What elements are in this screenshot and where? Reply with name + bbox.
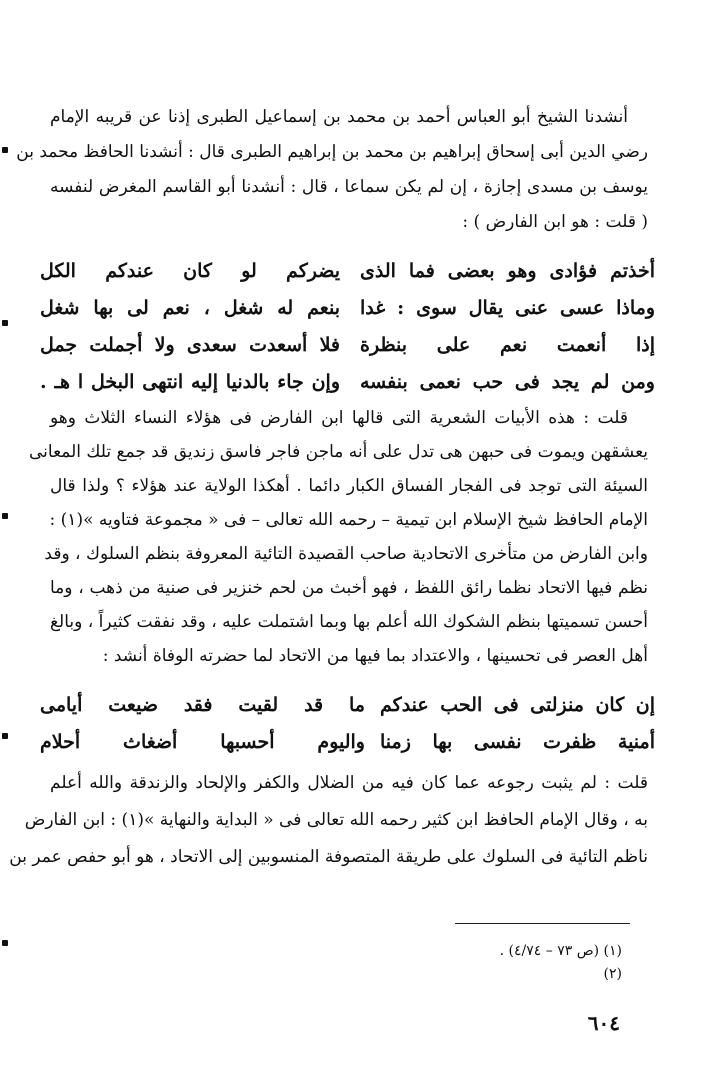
paragraph-line: الإمام الحافظ شيخ الإسلام ابن تيمية – رحمه الله تعالى – فى « مجموعة فتاويه »(١) : [49, 510, 648, 530]
poem-verse-right: ومن لم يجد فى حب نعمى بنفسه [360, 371, 655, 393]
paragraph-line: أنشدنا الشيخ أبو العباس أحمد بن محمد بن إسماعيل الطبرى إذنا عن قريبه الإمام [50, 107, 628, 127]
paragraph-line: السيئة التى توجد فى الفجار الفساق الكبار دائما . أهكذا الولاية عند هؤلاء ؟ ولذا قال [50, 476, 648, 496]
paragraph-line: نظم فيها الاتحاد نظما رائق اللفظ ، فهو أخبث من لحم خنزير فى صنية من ذهب ، وما [50, 578, 648, 598]
footnote: (١) (ص ٧٣ – ٤/٧٤) . [499, 943, 622, 959]
paragraph-line: به ، وقال الإمام الحافظ ابن كثير رحمه الله تعالى فى « البداية والنهاية »(١) : ابن الفارض [24, 810, 648, 830]
paragraph-line: ( قلت : هو ابن الفارض ) : [462, 212, 648, 232]
scan-mark [2, 147, 8, 153]
paragraph-line: رضي الدين أبى إسحاق إبراهيم بن محمد بن إبراهيم الطبرى قال : أنشدنا الحافظ محمد بن [16, 142, 648, 162]
poem-verse-right: أخذتم فؤادى وهو بعضى فما الذى [360, 260, 655, 282]
poem-verse-left: واليوم أحسبها أضغاث أحلام [40, 731, 365, 753]
scan-mark [2, 733, 8, 739]
paragraph-line: يوسف بن مسدى إجازة ، إن لم يكن سماعا ، قال : أنشدنا أبو القاسم المغرض لنفسه [50, 177, 648, 197]
poem-verse-right: إن كان منزلتى فى الحب عندكم [380, 694, 655, 716]
poem-verse-left: فلا أسعدت سعدى ولا أجملت جمل [40, 334, 340, 356]
poem-verse-left: وإن جاء بالدنيا إليه انتهى البخل ا هـ . [40, 371, 340, 393]
scan-mark [2, 940, 8, 946]
paragraph-line: يعشقهن ويموت فى حبهن هى تدل على أنه ماجن فاجر فاسق زنديق قد جمع تلك المعانى [28, 442, 648, 462]
paragraph-line: قلت : لم يثبت رجوعه عما كان فيه من الضلال والكفر والإلحاد والزندقة والله أعلم [50, 773, 648, 793]
paragraph-line: أحسن تسميتها بنظم الشكوك الله أعلم بها وبما اشتملت عليه ، وقد نفقت كثيراً ، وبالغ [50, 612, 648, 632]
poem-verse-right: إذا أنعمت نعم على بنظرة [360, 334, 655, 356]
paragraph-line: ناظم التائية فى السلوك على طريقة المتصوفة المنسوبين إلى الاتحاد ، هو أبو حفص عمر بن [9, 847, 648, 867]
paragraph-line: أهل العصر فى تحسينها ، والاعتداد بما فيها من الاتحاد لما حضرته الوفاة أنشد : [102, 646, 648, 666]
page-number: ٦٠٤ [587, 1011, 620, 1035]
poem-verse-left: يضركم لو كان عندكم الكل [40, 260, 340, 282]
poem-verse-right: أمنية ظفرت نفسى بها زمنا [380, 731, 655, 753]
poem-verse-left: بنعم له شغل ، نعم لى بها شغل [40, 297, 340, 319]
footnote-divider [455, 923, 630, 924]
footnote: (٢) [603, 966, 622, 982]
scan-mark [2, 320, 8, 326]
paragraph-line: وابن الفارض من متأخرى الاتحادية صاحب القصيدة التائية المعروفة بنظم السلوك ، وقد [44, 544, 648, 564]
poem-verse-right: وماذا عسى عنى يقال سوى : غدا [360, 297, 655, 319]
poem-verse-left: ما قد لقيت فقد ضيعت أيامى [40, 694, 365, 716]
scan-mark [2, 513, 8, 519]
paragraph-line: قلت : هذه الأبيات الشعرية التى قالها ابن الفارض فى هؤلاء النساء الثلاث وهو [50, 408, 628, 428]
